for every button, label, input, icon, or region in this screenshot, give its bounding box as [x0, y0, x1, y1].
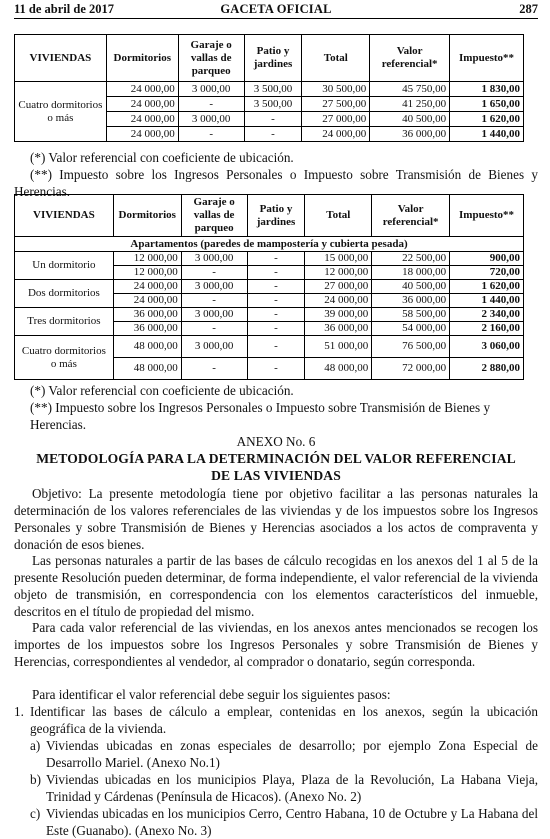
table-cell: 3 000,00	[178, 82, 244, 97]
table-cell: 24 000,00	[106, 112, 178, 127]
footnote-tax-wrap	[30, 399, 538, 433]
col-header: Patio y jardines	[247, 195, 305, 237]
col-header: Valor referencial*	[370, 35, 450, 82]
table-cell: 72 000,00	[372, 358, 450, 380]
section-row	[15, 237, 524, 252]
table-cell: -	[247, 308, 305, 322]
table-cell: 2 340,00	[450, 308, 524, 322]
step-item-c-text: Viviendas ubicadas en los municipios Cerro, Centro Habana, 10 de Octubre y La Habana del Este (Guanabo). (Anexo No. 3)	[46, 806, 538, 838]
table-houses-four-bedrooms	[14, 34, 524, 142]
row-group-label: Cuatro dormitorios o más	[15, 336, 114, 380]
table-cell: 3 500,00	[244, 82, 302, 97]
table-cell: 3 060,00	[450, 336, 524, 358]
table-cell: 27 500,00	[302, 97, 370, 112]
step-item-b-text: Viviendas ubicadas en los municipios Playa, Plaza de la Revolución, La Habana Vieja, Trinidad y Cárdenas (Península de Hicacos). (Anexo No. 2)	[46, 772, 538, 804]
step-item-b	[30, 771, 538, 805]
table-cell: 1 440,00	[450, 127, 524, 142]
annex-title-line2: DE LAS VIVIENDAS	[211, 468, 341, 483]
table-header-row	[15, 35, 524, 82]
table-cell: 58 500,00	[372, 308, 450, 322]
col-header: Valor referencial*	[372, 195, 450, 237]
table-row	[15, 280, 524, 294]
footnote-tax: (**) Impuesto sobre los Ingresos Personales o Impuesto sobre Transmisión de Bienes y Herencias.	[14, 167, 538, 199]
table-cell: 15 000,00	[305, 252, 372, 266]
table-cell: 36 000,00	[113, 322, 181, 336]
paragraph-objective: Objetivo: La presente metodología tiene por objetivo facilitar a las personas naturales la determinación de los valores referenciales de las viviendas y de los impuestos sobre los Ingresos Personales y sobre Transmisión de Bienes y Herencias asociados a los actos de compraventa y donación de esos bienes.	[14, 486, 538, 552]
table-cell: 39 000,00	[305, 308, 372, 322]
col-header: Total	[305, 195, 372, 237]
col-header: Impuesto**	[450, 35, 524, 82]
page-header	[14, 1, 538, 19]
table-cell: 3 500,00	[244, 97, 302, 112]
table-cell: 1 830,00	[450, 82, 524, 97]
table-cell: 2 880,00	[450, 358, 524, 380]
table-apartments	[14, 194, 524, 380]
step-item-a-text: Viviendas ubicadas en zonas especiales de desarrollo; por ejemplo Zona Especial de Desarrollo Mariel. (Anexo No.1)	[46, 738, 538, 770]
table-cell: 48 000,00	[113, 336, 181, 358]
table-cell: 1 440,00	[450, 294, 524, 308]
footnote-referential: (*) Valor referencial con coeficiente de ubicación.	[30, 150, 294, 165]
col-header: Patio y jardines	[244, 35, 302, 82]
step-item-c	[30, 805, 538, 838]
table-cell: 41 250,00	[370, 97, 450, 112]
row-group-label: Dos dormitorios	[15, 280, 114, 308]
list-marker: a)	[30, 738, 41, 753]
table-cell: 12 000,00	[113, 252, 181, 266]
col-header: VIVIENDAS	[15, 195, 114, 237]
table-row	[15, 308, 524, 322]
step-1	[14, 703, 538, 737]
table-cell: 48 000,00	[113, 358, 181, 380]
table-cell: 22 500,00	[372, 252, 450, 266]
table-cell: -	[181, 266, 247, 280]
table-cell: -	[247, 266, 305, 280]
section-label: Apartamentos (paredes de mampostería y cubierta pesada)	[15, 237, 524, 252]
table-cell: 36 000,00	[370, 127, 450, 142]
table-cell: -	[247, 322, 305, 336]
table-cell: 900,00	[450, 252, 524, 266]
table-cell: 54 000,00	[372, 322, 450, 336]
table-cell: 3 000,00	[181, 252, 247, 266]
col-header: Impuesto**	[450, 195, 524, 237]
table-cell: 24 000,00	[113, 280, 181, 294]
table-cell: 2 160,00	[450, 322, 524, 336]
table-cell: 3 000,00	[181, 280, 247, 294]
table-cell: 1 620,00	[450, 112, 524, 127]
table-cell: 27 000,00	[302, 112, 370, 127]
table-cell: 36 000,00	[113, 308, 181, 322]
table-cell: 3 000,00	[181, 336, 247, 358]
table-cell: 1 650,00	[450, 97, 524, 112]
paragraph-method: Las personas naturales a partir de las bases de cálculo recogidas en los anexos del 1 al 5 de la presente Resolución pueden determinar, de forma independiente, el valor referencial de la vivienda objeto de transmisión, en correspondencia con los elementos característicos del inmueble, descritos en el título de propiedad del mismo.	[14, 553, 538, 619]
annex-label: ANEXO No. 6	[236, 434, 316, 449]
col-header: Dormitorios	[113, 195, 181, 237]
col-header: Dormitorios	[106, 35, 178, 82]
table-row	[15, 336, 524, 358]
table-cell: 12 000,00	[113, 266, 181, 280]
table-cell: 3 000,00	[181, 308, 247, 322]
table-cell: 45 750,00	[370, 82, 450, 97]
table-cell: 720,00	[450, 266, 524, 280]
table-cell: -	[181, 294, 247, 308]
table-cell: 40 500,00	[372, 280, 450, 294]
table-cell: 76 500,00	[372, 336, 450, 358]
row-group-label: Cuatro dormitorios o más	[15, 82, 107, 142]
list-marker: 1.	[14, 704, 24, 719]
footnote-tax: (**) Impuesto sobre los Ingresos Personales o Impuesto sobre Transmisión de Bienes y Herencias.	[30, 400, 491, 432]
paragraph-amounts: Para cada valor referencial de las viviendas, en los anexos antes mencionados se recogen los importes de los impuestos sobre los Ingresos Personales y sobre Transmisión de Bienes y Herencias, correspondientes al vendedor, al comprador o donatario, según corresponda.	[14, 620, 538, 669]
table-cell: -	[247, 280, 305, 294]
step-item-a	[30, 737, 538, 771]
paragraph-steps-intro: Para identificar el valor referencial debe seguir los siguientes pasos:	[32, 687, 391, 702]
col-header: VIVIENDAS	[15, 35, 107, 82]
table-cell: -	[244, 127, 302, 142]
table-cell: 1 620,00	[450, 280, 524, 294]
table-cell: -	[181, 358, 247, 380]
table-cell: 24 000,00	[113, 294, 181, 308]
table-cell: 48 000,00	[305, 358, 372, 380]
table-cell: -	[178, 127, 244, 142]
table-cell: 3 000,00	[178, 112, 244, 127]
table-cell: 24 000,00	[305, 294, 372, 308]
table-cell: 36 000,00	[305, 322, 372, 336]
table-cell: 24 000,00	[302, 127, 370, 142]
table-cell: 18 000,00	[372, 266, 450, 280]
header-page-number: 287	[519, 2, 538, 16]
table-cell: 36 000,00	[372, 294, 450, 308]
table-header-row	[15, 195, 524, 237]
row-group-label: Un dormitorio	[15, 252, 114, 280]
table-cell: -	[247, 252, 305, 266]
step-1-text: Identificar las bases de cálculo a emplear, contenidas en los anexos, según la ubicación geográfica de la vivienda.	[30, 704, 538, 736]
table-cell: 27 000,00	[305, 280, 372, 294]
table-cell: -	[244, 112, 302, 127]
col-header: Total	[302, 35, 370, 82]
table-cell: 24 000,00	[106, 82, 178, 97]
row-group-label: Tres dormitorios	[15, 308, 114, 336]
header-title: GACETA OFICIAL	[220, 2, 332, 16]
table-row	[15, 252, 524, 266]
table-cell: -	[247, 294, 305, 308]
list-marker: c)	[30, 806, 41, 821]
table-cell: -	[247, 336, 305, 358]
annex-title-line1: METODOLOGÍA PARA LA DETERMINACIÓN DEL VALOR REFERENCIAL	[36, 451, 516, 466]
table-cell: -	[247, 358, 305, 380]
footnote-referential: (*) Valor referencial con coeficiente de ubicación.	[30, 383, 294, 398]
header-date: 11 de abril de 2017	[14, 2, 115, 16]
table-cell: 30 500,00	[302, 82, 370, 97]
table-cell: 40 500,00	[370, 112, 450, 127]
table-cell: 12 000,00	[305, 266, 372, 280]
table-cell: -	[178, 97, 244, 112]
table-cell: 51 000,00	[305, 336, 372, 358]
table-cell: 24 000,00	[106, 97, 178, 112]
col-header: Garaje o vallas de parqueo	[178, 35, 244, 82]
table-cell: -	[181, 322, 247, 336]
list-marker: b)	[30, 772, 41, 787]
col-header: Garaje o vallas de parqueo	[181, 195, 247, 237]
table-cell: 24 000,00	[106, 127, 178, 142]
table-row	[15, 82, 524, 97]
